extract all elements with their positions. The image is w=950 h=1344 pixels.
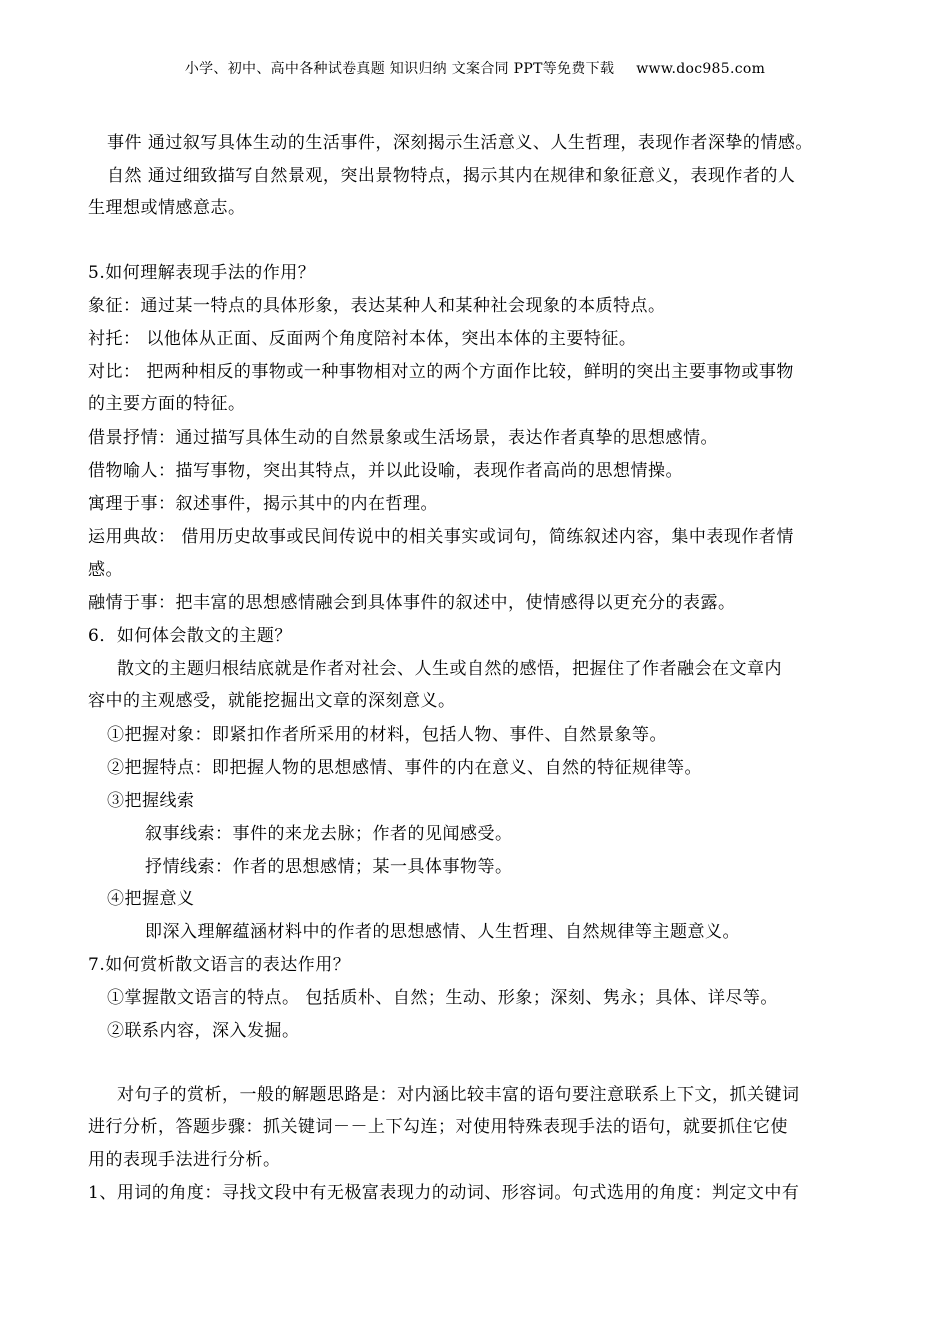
section-heading: 6．如何体会散文的主题？ (88, 626, 292, 646)
list-item: ①把握对象：即紧扣作者所采用的材料，包括人物、事件、自然景象等。 (107, 725, 667, 745)
paragraph-line: 自然 通过细致描写自然景观，突出景物特点，揭示其内在规律和象征意义，表现作者的人 (107, 166, 796, 186)
list-item: ②把握特点：即把握人物的思想感情、事件的内在意义、自然的特征规律等。 (107, 758, 702, 778)
list-item: ④把握意义 (107, 889, 195, 909)
paragraph-line: 对比： 把两种相反的事物或一种事物相对立的两个方面作比较，鲜明的突出主要事物或事物 (88, 362, 794, 382)
paragraph-line: 散文的主题归根结底就是作者对社会、人生或自然的感悟，把握住了作者融会在文章内 (117, 659, 782, 679)
paragraph-line: 用的表现手法进行分析。 (88, 1150, 281, 1170)
paragraph-line: 象征：通过某一特点的具体形象，表达某种人和某种社会现象的本质特点。 (88, 296, 666, 316)
paragraph-line: 对句子的赏析，一般的解题思路是：对内涵比较丰富的语句要注意联系上下文，抓关键词 (117, 1085, 800, 1105)
header-text: 小学、初中、高中各种试卷真题 知识归纳 文案合同 PPT等免费下载 (184, 61, 615, 77)
paragraph-line: 运用典故： 借用历史故事或民间传说中的相关事实或词句，简练叙述内容，集中表现作者情 (88, 527, 794, 547)
paragraph-line: 进行分析，答题步骤：抓关键词－－上下勾连；对使用特殊表现手法的语句，就要抓住它使 (88, 1117, 788, 1137)
paragraph-line: 的主要方面的特征。 (88, 394, 246, 414)
list-item: ②联系内容，深入发掘。 (107, 1021, 300, 1041)
sub-list-item: 即深入理解蕴涵材料中的作者的思想感情、人生哲理、自然规律等主题意义。 (145, 922, 740, 942)
paragraph-line: 寓理于事：叙述事件，揭示其中的内在哲理。 (88, 494, 438, 514)
page-header (0, 58, 950, 78)
paragraph-line: 衬托： 以他体从正面、反面两个角度陪衬本体，突出本体的主要特征。 (88, 329, 637, 349)
paragraph-line: 生理想或情感意志。 (88, 198, 246, 218)
paragraph-line: 事件 通过叙写具体生动的生活事件，深刻揭示生活意义、人生哲理，表现作者深挚的情感。 (107, 133, 813, 153)
paragraph-line: 1、用词的角度：寻找文段中有无极富表现力的动词、形容词。句式选用的角度：判定文中有 (88, 1183, 800, 1203)
list-item: ③把握线索 (107, 791, 195, 811)
section-heading: 7.如何赏析散文语言的表达作用？ (88, 955, 351, 975)
paragraph-line: 借物喻人：描写事物，突出其特点，并以此设喻，表现作者高尚的思想情操。 (88, 461, 683, 481)
sub-list-item: 叙事线索：事件的来龙去脉；作者的见闻感受。 (145, 824, 513, 844)
section-heading: 5.如何理解表现手法的作用？ (88, 263, 316, 283)
header-url[interactable]: www.doc985.com (636, 61, 766, 77)
list-item: ①掌握散文语言的特点。 包括质朴、自然；生动、形象；深刻、隽永；具体、详尽等。 (107, 988, 778, 1008)
paragraph-line: 感。 (88, 560, 123, 580)
paragraph-line: 借景抒情：通过描写具体生动的自然景象或生活场景，表达作者真挚的思想感情。 (88, 428, 718, 448)
paragraph-line: 融情于事：把丰富的思想感情融会到具体事件的叙述中，使情感得以更充分的表露。 (88, 593, 736, 613)
paragraph-line: 容中的主观感受，就能挖掘出文章的深刻意义。 (88, 691, 456, 711)
sub-list-item: 抒情线索：作者的思想感情；某一具体事物等。 (145, 857, 513, 877)
